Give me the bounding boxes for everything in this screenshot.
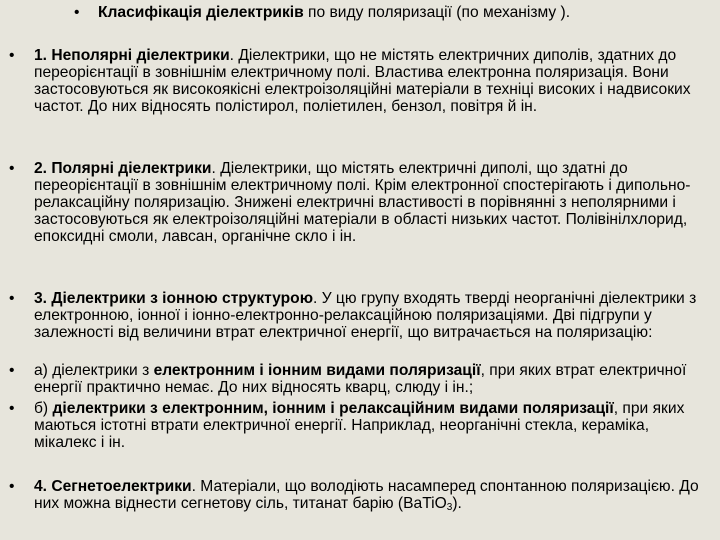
item-text: [34, 400, 714, 451]
item-rest: . У цю групу входять тверді неорганічні діелектрики з електронною, іонної і іонно-електронно-релаксаційною поляризаціями. Дві підгрупи у залежності від величини втрат електричної енергії, що витрачається на поляризацію:: [34, 290, 697, 341]
bullet-icon: •: [9, 290, 15, 307]
item-bold: 2. Полярні діелектрики: [34, 160, 212, 177]
bullet-icon: •: [9, 478, 15, 495]
bullet-icon: •: [9, 47, 15, 64]
item-bold: діелектрики з електронним, іонним і релаксаційним видами поляризації: [52, 400, 614, 417]
item-rest: . Матеріали, що володіють насамперед спонтанною поляризацією. До них можна віднести сегнетову сіль, титанат барію (BaTiO: [34, 478, 699, 512]
item-text: [34, 362, 714, 396]
formula-subscript: 3: [446, 502, 453, 513]
item-rest-end: ).: [452, 495, 462, 512]
item-text: [34, 160, 714, 245]
item-rest: , при яких маються істотні втрати електричної енергії. Наприклад, неорганічні стекла, кераміка, мікалекс і ін.: [34, 400, 685, 451]
item-text: [34, 47, 714, 115]
item-bold: 4. Сегнетоелектрики: [34, 478, 192, 495]
item-bold: електронним і іонним видами поляризації: [153, 362, 481, 379]
item-rest: . Діелектрики, що містять електричні диполі, що здатні до переорієнтації в зовнішнім електричному полі. Крім електронної спостерігають і дипольно-релаксаційну поляризацію. Знижені електричні властивості в порівнянні з неполярними і застосовуються як електроізоляційні матеріали в області низьких частот. Полівінілхлорид, епоксидні смоли, лавсан, органічне скло і ін.: [34, 160, 691, 245]
item-pre: б): [34, 400, 53, 417]
heading-bold: Класифікація діелектриків: [98, 4, 304, 21]
item-text: [34, 478, 714, 516]
bullet-icon: •: [9, 362, 15, 379]
item-bold: 1. Неполярні діелектрики: [34, 47, 230, 64]
bullet-icon: •: [9, 160, 15, 177]
item-rest: , при яких втрат електричної енергії практично немає. До них відносять кварц, слюду і ін.;: [34, 362, 687, 396]
item-rest: . Діелектрики, що не містять електричних диполів, здатних до переорієнтації в зовнішнім електричному полі. Властива електронна поляризація. Вони застосовуються як високоякісні електроізоляційні матеріали в техніці високих і надвисоких частот. До них відносять полістирол, поліетилен, бензол, повітря й ін.: [34, 47, 691, 115]
item-text: [34, 290, 714, 341]
bullet-icon: •: [74, 4, 80, 21]
item-bold: 3. Діелектрики з іонною структурою: [34, 290, 314, 307]
heading-rest: по виду поляризації (по механізму ).: [303, 4, 571, 21]
bullet-icon: •: [9, 400, 15, 417]
item-pre: а) діелектрики з: [34, 362, 154, 379]
heading-text: [98, 4, 708, 21]
